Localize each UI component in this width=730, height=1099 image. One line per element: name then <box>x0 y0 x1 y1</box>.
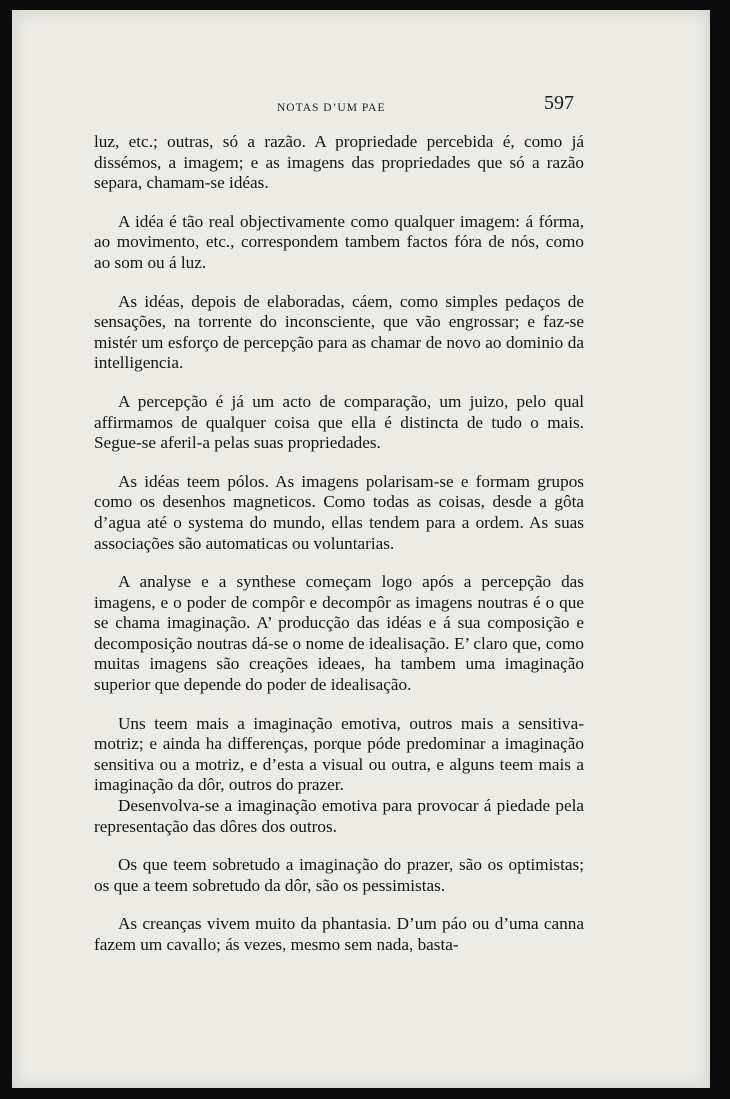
body-text <box>94 132 584 974</box>
paragraph: A idéa é tão real objectivamente como qualquer imagem: á fórma, ao movimento, etc., correspondem tambem factos fóra de nós, como ao som ou á luz. <box>94 211 584 272</box>
paragraph: As idéas teem pólos. As imagens polarisam-se e formam grupos como os desenhos magneticos. Como todas as coisas, desde a gôta d’agua até o systema do mundo, ellas tendem para a ordem. As suas associações são automaticas ou voluntarias. <box>94 471 584 553</box>
paragraph: Os que teem sobretudo a imaginação do prazer, são os optimistas; os que a teem sobretudo da dôr, são os pessimistas. <box>94 855 584 895</box>
paragraph: Uns teem mais a imaginação emotiva, outros mais a sensitiva-motriz; e ainda ha differenças, porque póde predominar a imaginação sensitiva ou a motriz, e d’esta a visual ou outra, e alguns teem mais a imaginação da dôr, outros do prazer. <box>94 713 584 795</box>
book-page <box>12 10 710 1088</box>
page-number: 597 <box>544 92 574 114</box>
paragraph: A analyse e a synthese começam logo após a percepção das imagens, e o poder de compôr e decompôr as imagens noutras é o que se chama imaginação. A’ producção das idéas e á sua composição e decomposição noutras dá-se o nome de idealisação. E’ claro que, como muitas imagens são creações ideaes, ha tambem uma imaginação superior que depende do poder de idealisação. <box>94 572 584 695</box>
paragraph: A percepção é já um acto de comparação, um juizo, pelo qual affirmamos de qualquer coisa que ella é distincta de tudo o mais. Segue-se aferil-a pelas suas propriedades. <box>94 391 584 453</box>
running-title: NOTAS D’UM PAE <box>277 102 386 114</box>
paragraph: As idéas, depois de elaboradas, cáem, como simples pedaços de sensações, na torrente do inconsciente, que vão engrossar; e faz-se mistér um esforço de percepção para as chamar de novo ao dominio da intelligencia. <box>94 291 584 373</box>
paragraph: luz, etc.; outras, só a razão. A propriedade percebida é, como já dissémos, a imagem; e as imagens das propriedades que só a razão separa, chamam-se idéas. <box>94 132 584 193</box>
paragraph: As creanças vivem muito da phantasia. D’um páo ou d’uma canna fazem um cavallo; ás vezes, mesmo sem nada, basta- <box>94 914 584 954</box>
page-header <box>94 90 582 120</box>
paragraph: Desenvolva-se a imaginação emotiva para provocar á piedade pela representação das dôres dos outros. <box>94 796 584 836</box>
